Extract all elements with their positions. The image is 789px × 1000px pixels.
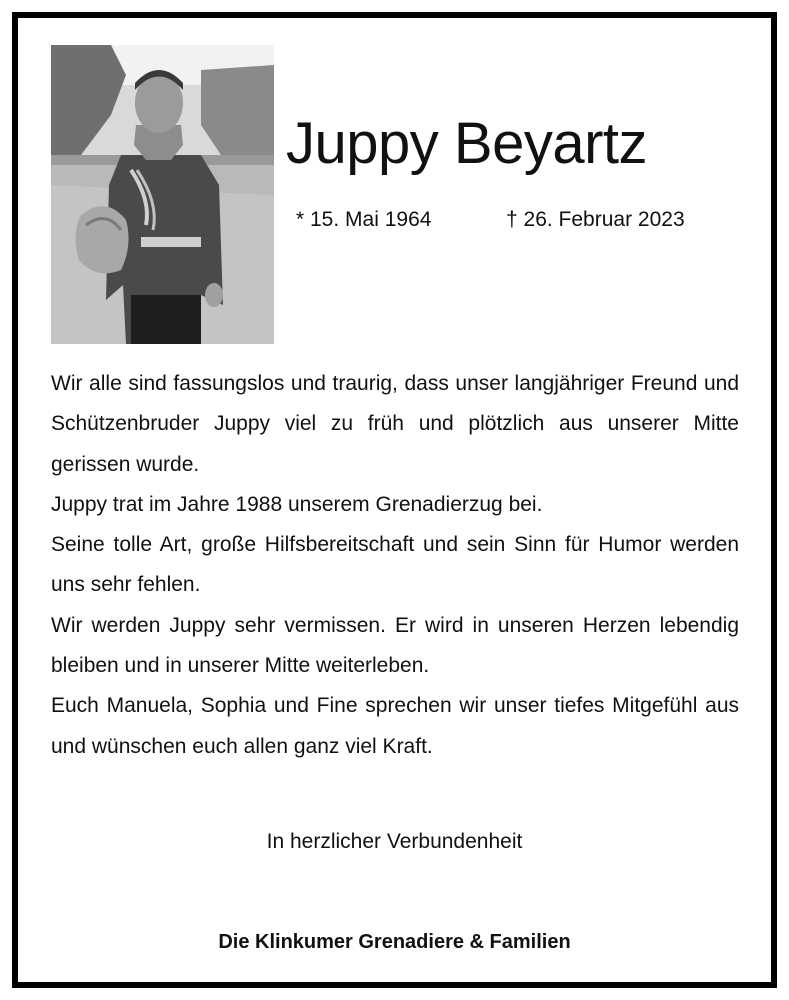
paragraph: Wir alle sind fassungslos und traurig, dass unser langjähriger Freund und Schützenbruder Juppy viel zu früh und plötzlich aus unserer Mitte gerissen wurde. xyxy=(51,372,739,476)
closing-line: In herzlicher Verbundenheit xyxy=(266,830,523,853)
paragraph: Euch Manuela, Sophia und Fine sprechen wir unser tiefes Mitgefühl aus und wünschen euch allen ganz viel Kraft. xyxy=(51,694,739,758)
paragraph: Wir werden Juppy sehr vermissen. Er wird in unseren Herzen lebendig bleiben und in unserer Mitte weiterleben. xyxy=(51,613,739,678)
obituary-notice xyxy=(12,12,777,988)
signature: Die Klinkumer Grenadiere & Familien xyxy=(218,931,571,953)
paragraph: Juppy trat im Jahre 1988 unserem Grenadierzug bei. xyxy=(51,492,543,516)
death-date: † 26. Februar 2023 xyxy=(506,208,685,231)
paragraph: Seine tolle Art, große Hilfsbereitschaft und sein Sinn für Humor werden uns sehr fehlen. xyxy=(51,533,739,597)
portrait-photo xyxy=(51,45,274,344)
birth-date: * 15. Mai 1964 xyxy=(296,208,432,231)
condolence-text xyxy=(51,364,739,767)
deceased-name: Juppy Beyartz xyxy=(286,111,648,176)
